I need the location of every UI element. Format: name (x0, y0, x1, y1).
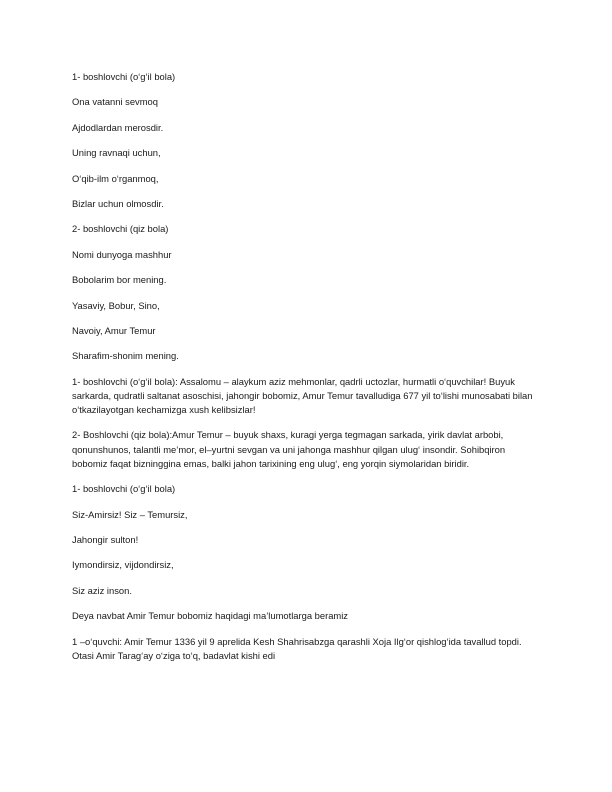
document-body (72, 70, 540, 674)
paragraph: O‘qib-ilm o‘rganmoq, (72, 172, 159, 184)
paragraph: Sharafim-shonim mening. (72, 350, 179, 362)
paragraph: 1- boshlovchi (o‘g‘il bola) (72, 483, 176, 495)
paragraph: 2- Boshlovchi (qiz bola):Amur Temur – buyuk shaxs, kuragi yerga tegmagan sarkada, yirik davlat arbobi, qonunshunos, talantli me’mor, el–yurtni sevgan va uni jahonga mashhur qilgan ulug‘ insondir. Sohibqiron bobomiz faqat bizninggina emas, balki jahon tarixining eng ulug‘, eng yorqin siymolaridan biridir. (72, 429, 506, 469)
paragraph: Uning ravnaqi uchun, (72, 147, 161, 159)
paragraph: Ajdodlardan merosdir. (72, 121, 164, 133)
paragraph: 2- boshlovchi (qiz bola) (72, 223, 169, 235)
paragraph: 1- boshlovchi (o‘g‘il bola): Assalomu – alaykum aziz mehmonlar, qadrli uctozlar, hurmatli o‘quvchilar! Buyuk sarkarda, qudratli saltanat asoschisi, jahongir bobomiz, Amur Temur tavalludiga 677 yil to‘lishi munosabati bilan o‘tkazilayotgan kechamizga xush kelibsizlar! (72, 375, 533, 416)
paragraph: 1 –o‘quvchi: Amir Temur 1336 yil 9 aprelida Kesh Shahrisabzga qarashli Xoja Ilg‘or qishlog‘ida tavallud topdi. Otasi Amir Tarag‘ay o‘ziga to‘q, badavlat kishi edi (72, 635, 522, 661)
paragraph: Yasaviy, Bobur, Sino, (72, 299, 160, 311)
paragraph: Ona vatanni sevmoq (72, 96, 158, 108)
paragraph: Deya navbat Amir Temur bobomiz haqidagi ma’lumotlarga beramiz (72, 610, 348, 622)
paragraph: Jahongir sulton! (72, 534, 139, 546)
paragraph: Siz aziz inson. (72, 584, 132, 596)
paragraph: 1- boshlovchi (o‘g‘il bola) (72, 71, 176, 82)
paragraph: Iymondirsiz, vijdondirsiz, (72, 559, 174, 571)
paragraph: Bobolarim bor mening. (72, 274, 167, 286)
paragraph: Siz-Amirsiz! Siz – Temursiz, (72, 508, 188, 520)
paragraph: Bizlar uchun olmosdir. (72, 197, 164, 209)
paragraph: Navoiy, Amur Temur (72, 324, 156, 336)
paragraph: Nomi dunyoga mashhur (72, 248, 172, 260)
